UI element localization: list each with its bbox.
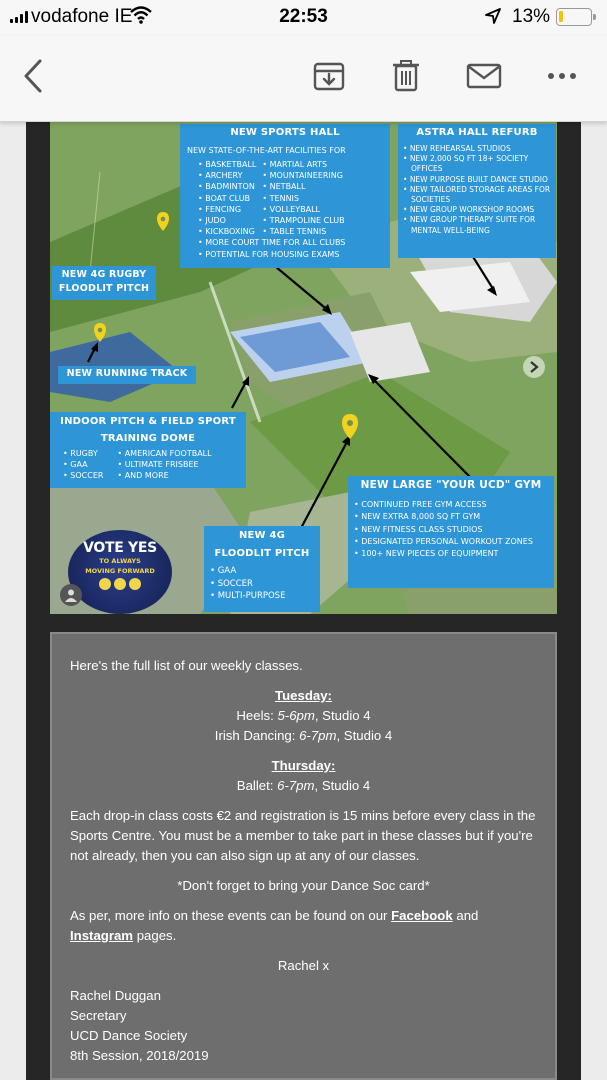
class-time: 6-7pm [277,778,315,793]
person-icon[interactable] [60,584,82,606]
sports-hall-title: NEW SPORTS HALL [230,127,340,138]
pages-text: pages. [136,928,177,943]
list-item: • NEW REHEARSAL STUDIOS [403,144,551,154]
gym-title: NEW LARGE "YOUR UCD" GYM [360,479,542,491]
envelope-icon [466,63,502,89]
class-time: 5-6pm [277,708,315,723]
list-item: • CONTINUED FREE GYM ACCESS [354,499,548,511]
list-item: • MORE COURT TIME FOR ALL CLUBS [198,237,384,248]
next-image-button[interactable] [523,356,545,378]
class-studio: , Studio 4 [336,728,393,743]
class-time: 6-7pm [299,728,337,743]
running-track-label: NEW RUNNING TRACK [66,368,188,379]
list-item: • NEW EXTRA 8,000 SQ FT GYM [354,511,548,523]
signoff: Rachel x [277,958,330,973]
list-item: • NEW GROUP WORKSHOP ROOMS [403,205,551,215]
list-item: • GAA [210,565,314,578]
list-item: • AMERICAN FOOTBALL [117,448,211,459]
reply-button[interactable] [462,54,506,98]
battery-icon [556,8,592,26]
signature-session: 8th Session, 2018/2019 [70,1048,209,1063]
list-item: • TABLE TENNIS [262,226,344,237]
badge-line-2: TO ALWAYS [99,557,141,565]
facebook-link[interactable]: Facebook [391,908,453,923]
class-ballet [70,776,537,796]
class-studio: , Studio 4 [314,708,371,723]
floodlit-title-1: NEW 4G [238,530,286,541]
list-item: • GAA [63,459,103,470]
thursday-heading: Thursday: [271,758,336,773]
reminder-text: *Don't forget to bring your Dance Soc card* [177,878,430,893]
training-dome-box [50,412,246,488]
badge-line-3: MOVING FORWARD [85,567,155,575]
class-name: Irish Dancing: [214,728,296,743]
sports-hall-box [180,124,390,268]
badge-title: VOTE YES [83,540,157,556]
rugby-pitch-line-1: NEW 4G RUGBY [61,269,147,280]
list-item: • MULTI-PURPOSE [210,590,314,603]
class-studio: , Studio 4 [314,778,371,793]
infographic-image [50,122,557,614]
list-item: • DESIGNATED PERSONAL WORKOUT ZONES [354,536,548,548]
class-name: Ballet: [236,778,274,793]
list-item: • NEW TAILORED STORAGE AREAS FOR SOCIETIES [403,185,551,205]
trash-icon [392,60,420,92]
class-irish-dancing [70,726,537,746]
more-info-text [70,906,537,946]
instagram-link[interactable]: Instagram [70,928,134,943]
and-text: and [456,908,479,923]
list-item: • ARCHERY [198,170,256,181]
list-item: • TRAMPOLINE CLUB [262,215,344,226]
clock: 22:53 [279,6,328,27]
list-item: • NEW PURPOSE BUILT DANCE STUDIO [403,175,551,185]
battery-percent: 13% [512,6,551,27]
list-item: • BOAT CLUB [198,193,256,204]
list-item: • NEW 2,000 SQ FT 18+ SOCIETY OFFICES [403,154,551,174]
list-item: • SOCCER [63,470,103,481]
status-bar [0,0,607,36]
signature-name: Rachel Duggan [70,988,161,1003]
floodlit-pitch-box [204,526,320,612]
signature-role: Secretary [70,1008,127,1023]
vote-yes-badge [68,530,172,614]
list-item: • MOUNTAINEERING [262,170,344,181]
cost-text: Each drop-in class costs €2 and registration is 15 mins before every class in the Sports Centre. You must be a member to take part in these classes but if you're not already, then you can also sign up at any of our classes. [70,808,536,863]
sports-hall-list-2 [262,159,344,237]
more-info-prefix: As per, more info on these events can be found on our [70,908,388,923]
class-name: Heels: [236,708,274,723]
list-item: • NETBALL [262,181,344,192]
intro-text: Here's the full list of our weekly classes. [70,658,303,673]
list-item: • 100+ NEW PIECES OF EQUIPMENT [354,548,548,560]
list-item: • BADMINTON [198,181,256,192]
back-button[interactable] [18,54,48,98]
more-dots-icon [547,72,577,80]
list-item: • NEW GROUP THERAPY SUITE FOR MENTAL WELL-BEING [403,215,551,235]
astra-hall-title: ASTRA HALL REFURB [416,127,538,138]
list-item: • TENNIS [262,193,344,204]
email-content [26,122,581,1080]
list-item: • AND MORE [117,470,211,481]
floodlit-title-2: FLOODLIT PITCH [214,548,310,559]
mail-toolbar [0,36,607,122]
class-heels [70,706,537,726]
chevron-right-icon [529,361,539,373]
back-chevron-icon [22,59,44,93]
list-item: • VOLLEYBALL [262,204,344,215]
sports-hall-list-1 [198,159,256,237]
dome-title-2: TRAINING DOME [100,433,196,444]
running-track-box [58,366,196,384]
list-item: • MARTIAL ARTS [262,159,344,170]
list-item: • POTENTIAL FOR HOUSING EXAMS [198,249,384,260]
location-icon [485,8,501,30]
email-body [50,632,557,1080]
delete-button[interactable] [388,54,424,98]
list-item: • BASKETBALL [198,159,256,170]
list-item: • KICKBOXING [198,226,256,237]
list-item: • ULTIMATE FRISBEE [117,459,211,470]
list-item: • FENCING [198,204,256,215]
more-button[interactable] [540,54,584,98]
archive-download-icon [313,61,345,91]
archive-button[interactable] [310,54,348,98]
rugby-pitch-line-2: FLOODLIT PITCH [58,283,150,294]
dome-title-1: INDOOR PITCH & FIELD SPORT [60,416,236,427]
rugby-pitch-box [52,266,156,300]
astra-hall-box [398,124,556,258]
sports-hall-subtitle: NEW STATE-OF-THE-ART FACILITIES FOR [187,146,346,155]
tuesday-heading: Tuesday: [275,688,332,703]
badge-sport-icons [68,578,172,590]
list-item: • SOCCER [210,578,314,591]
signature-org: UCD Dance Society [70,1028,188,1043]
list-item: • JUDO [198,215,256,226]
carrier-name: vodafone IE [31,6,133,27]
list-item: • RUGBY [63,448,103,459]
list-item: • NEW FITNESS CLASS STUDIOS [354,524,548,536]
gym-box [348,476,554,588]
